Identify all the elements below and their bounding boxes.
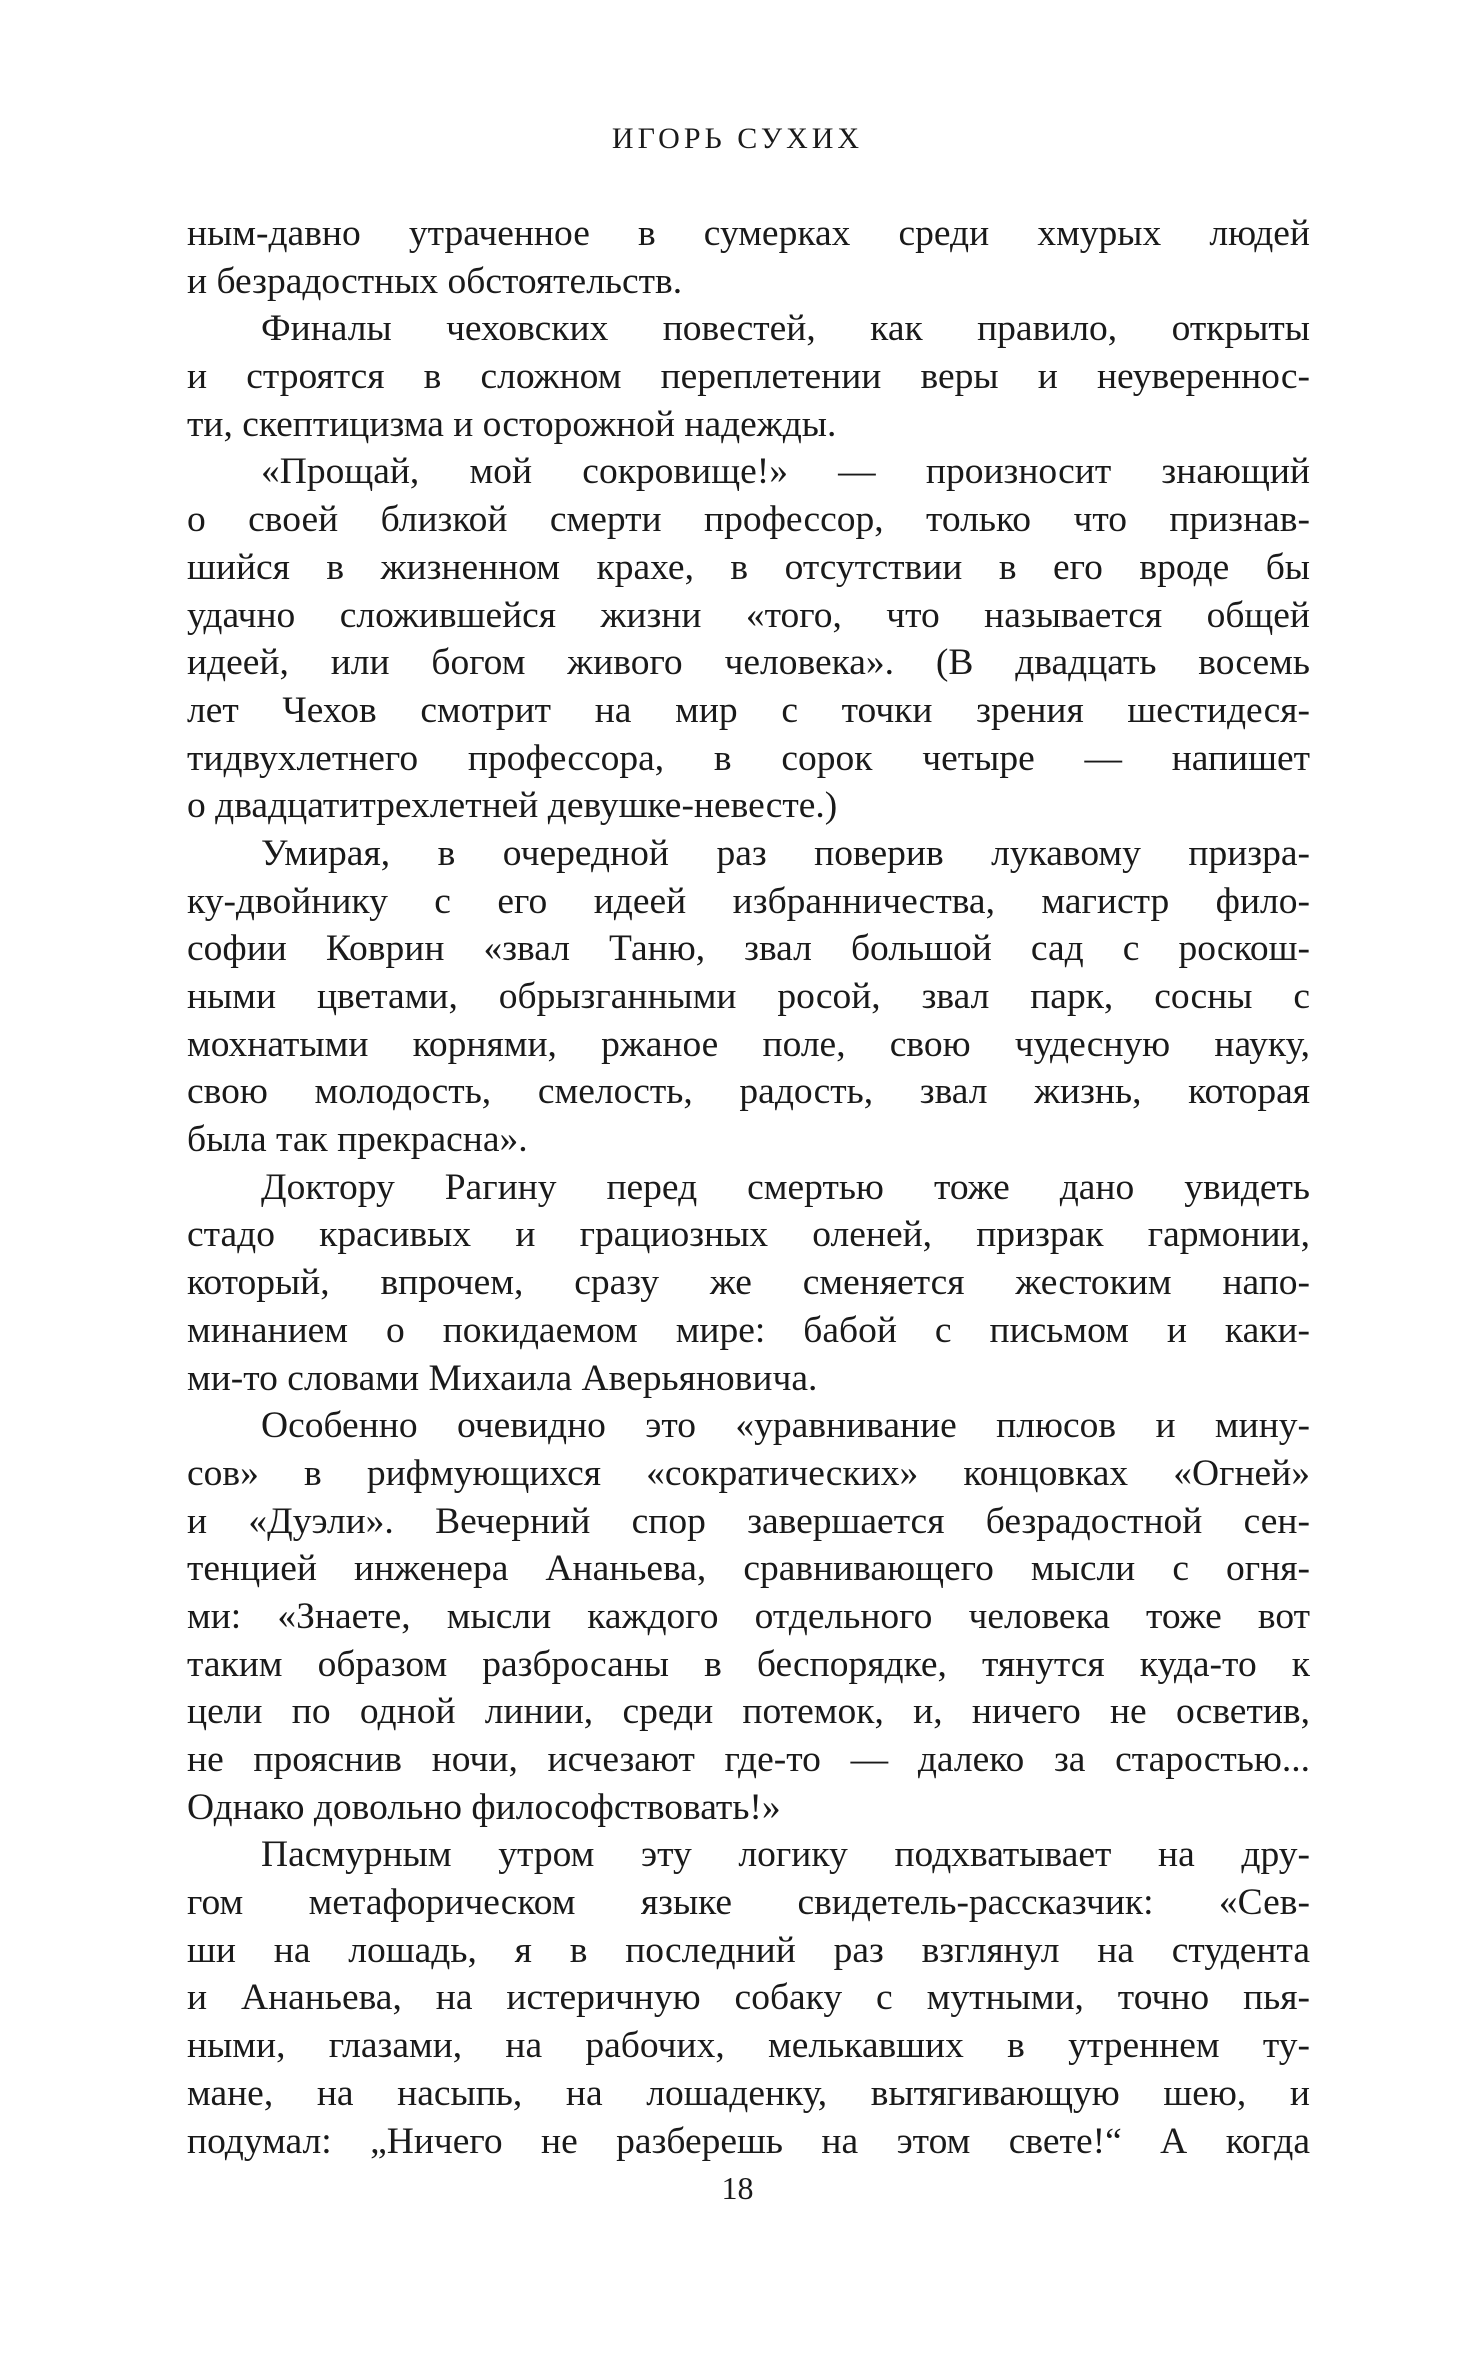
text-line: таким образом разбросаны в беспорядке, тянутся куда-то к [187,1643,1310,1685]
text-line: и безрадостных обстоятельств. [187,260,683,302]
text-line: ми-то словами Михаила Аверьяновича. [187,1357,818,1399]
text-line: лет Чехов смотрит на мир с точки зрения шестидеся- [187,689,1310,731]
text-line: Доктору Рагину перед смертью тоже дано увидеть [261,1166,1310,1208]
text-line: Особенно очевидно это «уравнивание плюсов и мину- [261,1405,1310,1447]
text-line: мохнатыми корнями, ржаное поле, свою чудесную науку, [187,1023,1310,1065]
text-line: Однако довольно философствовать!» [187,1786,781,1828]
text-line: не прояснив ночи, исчезают где-то — далеко за старостью... [187,1739,1310,1780]
text-line: и Ананьева, на истеричную собаку с мутными, точно пья- [187,1977,1310,2019]
text-line: и строятся в сложном переплетении веры и неувереннос- [187,356,1310,398]
body-text [187,210,1310,2165]
text-line: идеей, или богом живого человека». (В двадцать восемь [187,642,1310,684]
text-line: сов» в рифмующихся «сократических» концовках «Огней» [187,1452,1310,1494]
text-line: ши на лошадь, я в последний раз взглянул на студента [187,1929,1310,1971]
text-line: мане, на насыпь, на лошаденку, вытягивающую шею, и [187,2072,1310,2114]
text-line: шийся в жизненном крахе, в отсутствии в его вроде бы [187,546,1310,588]
text-line: софии Коврин «звал Таню, звал большой сад с роскош- [187,928,1310,970]
text-line: минанием о покидаемом мире: бабой с письмом и каки- [187,1309,1310,1351]
text-line: ными цветами, обрызганными росой, звал парк, сосны с [187,976,1310,1017]
text-line: который, впрочем, сразу же сменяется жестоким напо- [187,1262,1310,1304]
text-line: цели по одной линии, среди потемок, и, ничего не осветив, [187,1691,1310,1733]
text-line: «Прощай, мой сокровище!» — произносит знающий [261,451,1310,493]
text-line: Умирая, в очередной раз поверив лукавому призра- [261,832,1310,874]
text-line: гом метафорическом языке свидетель-рассказчик: «Сев- [187,1882,1310,1924]
text-line: была так прекрасна». [187,1119,528,1161]
text-line: тидвухлетнего профессора, в сорок четыре — напишет [187,737,1310,779]
text-line: о двадцатитрехлетней девушке-невесте.) [187,785,838,827]
text-line: ным-давно утраченное в сумерках среди хмурых людей [187,213,1310,254]
text-line: ку-двойнику с его идеей избранничества, магистр фило- [187,880,1310,922]
text-line: ными, глазами, на рабочих, мелькавших в утреннем ту- [187,2025,1310,2067]
text-line: тенцией инженера Ананьева, сравнивающего мысли с огня- [187,1548,1310,1590]
text-line: стадо красивых и грациозных оленей, призрак гармонии, [187,1214,1310,1256]
text-line: свою молодость, смелость, радость, звал жизнь, которая [187,1071,1310,1113]
text-line: ми: «Знаете, мысли каждого отдельного человека тоже вот [187,1595,1310,1637]
text-line: Финалы чеховских повестей, как правило, открыты [261,308,1310,350]
text-line: удачно сложившейся жизни «того, что называется общей [187,594,1310,636]
text-line: и «Дуэли». Вечерний спор завершается безрадостной сен- [187,1500,1310,1542]
page-number: 18 [721,2170,754,2206]
text-line: Пасмурным утром эту логику подхватывает на дру- [261,1834,1310,1876]
text-line: ти, скептицизма и осторожной надежды. [187,403,837,445]
running-head: ИГОРЬ СУХИХ [611,122,864,155]
text-line: о своей близкой смерти профессор, только что признав- [187,499,1310,541]
text-line: подумал: „Ничего не разберешь на этом свете!“ А когда [187,2120,1310,2162]
